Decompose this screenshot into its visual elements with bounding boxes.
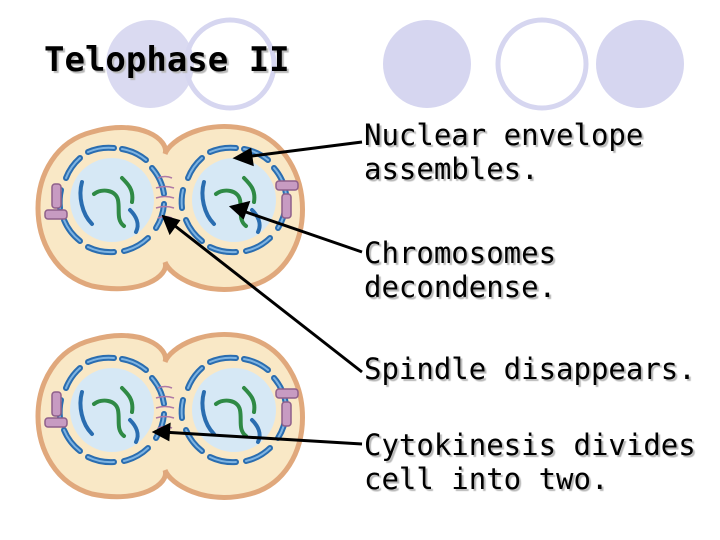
- label-nuclear-envelope: Nuclear envelope assembles.: [364, 118, 644, 186]
- label-chromosomes: Chromosomes decondense.: [364, 236, 557, 304]
- dividing-cell-bottom: [38, 335, 303, 498]
- decor-circle: [596, 20, 684, 108]
- slide-title: Telophase II: [44, 40, 290, 80]
- dividing-cell-top: [38, 127, 303, 290]
- decor-circle: [498, 20, 586, 108]
- label-spindle: Spindle disappears.: [364, 352, 696, 386]
- label-cytokinesis: Cytokinesis divides cell into two.: [364, 428, 696, 496]
- decor-circle: [383, 20, 471, 108]
